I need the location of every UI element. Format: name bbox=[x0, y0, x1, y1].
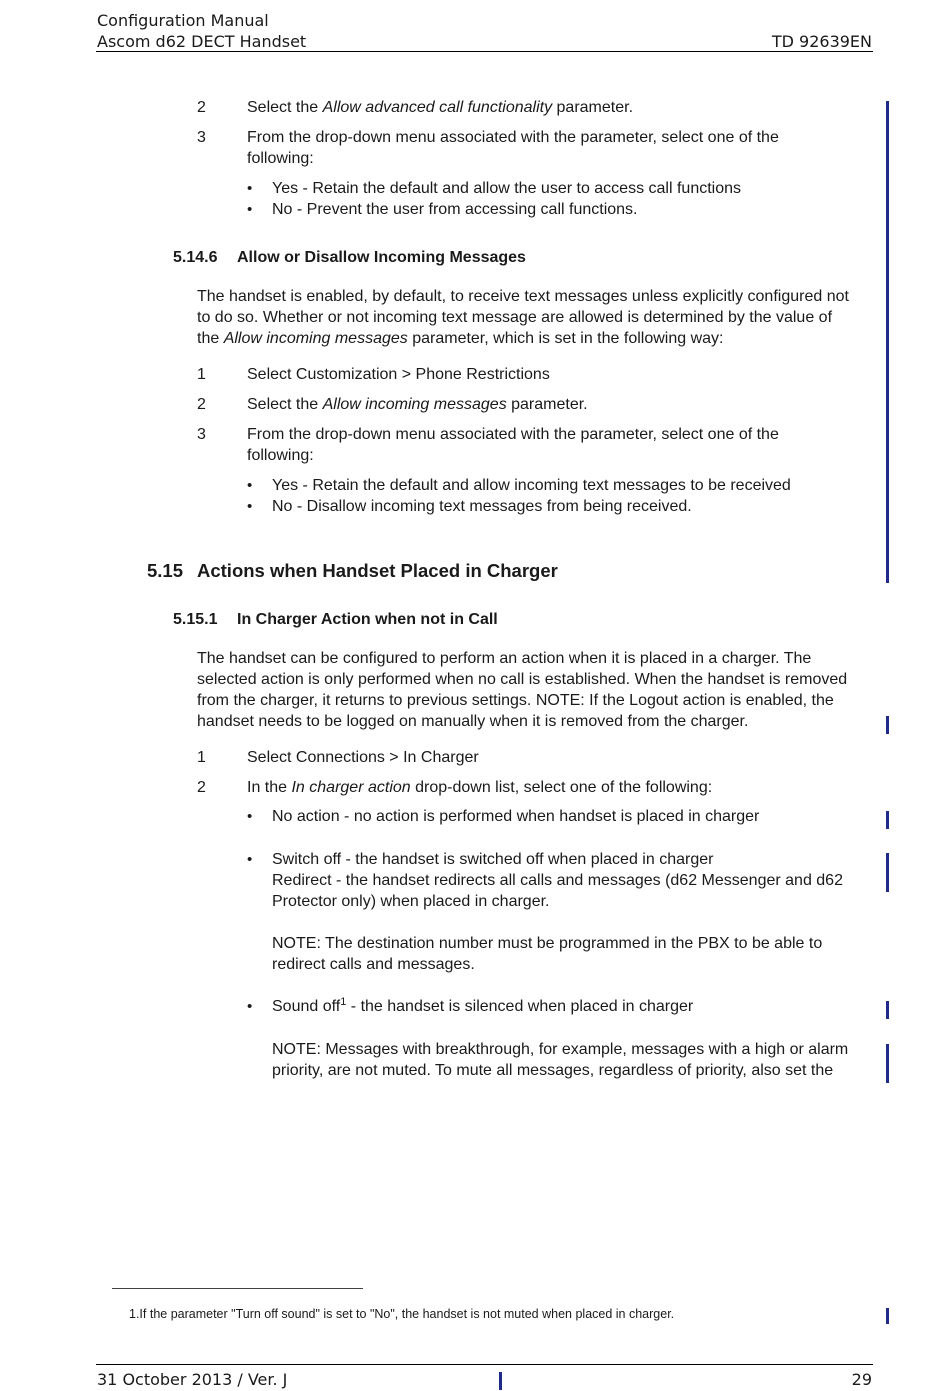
change-bar bbox=[886, 1044, 889, 1083]
note-text: redirect calls and messages. bbox=[272, 956, 475, 973]
step-text-continued: following: bbox=[247, 150, 314, 167]
step-text: Select Connections > In Charger bbox=[247, 749, 479, 766]
footnote-divider bbox=[112, 1288, 363, 1289]
bullet-marker: • bbox=[247, 477, 253, 494]
header-document-id: TD 92639EN bbox=[771, 32, 872, 51]
change-bar bbox=[886, 101, 889, 583]
page-number: 29 bbox=[851, 1370, 872, 1389]
step-text: Select Customization > Phone Restrictions bbox=[247, 366, 550, 383]
chapter-heading bbox=[147, 559, 558, 583]
bullet-text: Yes - Retain the default and allow the user to access call functions bbox=[272, 180, 742, 197]
bullet-marker: • bbox=[247, 201, 253, 218]
step-number: 2 bbox=[197, 779, 206, 796]
section-heading bbox=[173, 609, 498, 630]
step-number: 1 bbox=[197, 366, 206, 383]
section-number: 5.14.6 bbox=[173, 249, 218, 266]
section-title: Allow or Disallow Incoming Messages bbox=[237, 249, 526, 266]
step-number: 1 bbox=[197, 749, 206, 766]
paragraph-line: The handset can be configured to perform an action when it is placed in a charger. The bbox=[197, 650, 812, 667]
step-text: In the In charger action drop-down list, select one of the following: bbox=[247, 779, 713, 796]
change-bar bbox=[886, 811, 889, 829]
bullet-text: No - Disallow incoming text messages from being received. bbox=[272, 498, 692, 515]
step-text: Select the Allow advanced call functionality parameter. bbox=[247, 99, 634, 116]
change-bar bbox=[499, 1372, 502, 1390]
bullet-marker: • bbox=[247, 851, 253, 868]
paragraph-line: handset needs to be logged on manually when it is removed from the charger. bbox=[197, 713, 749, 730]
section-title: Actions when Handset Placed in Charger bbox=[197, 560, 558, 581]
step-text: From the drop-down menu associated with the parameter, select one of the bbox=[247, 426, 779, 443]
footer-date-version: 31 October 2013 / Ver. J bbox=[97, 1370, 288, 1389]
bullet-text: Yes - Retain the default and allow incoming text messages to be received bbox=[272, 477, 791, 494]
step-number: 3 bbox=[197, 426, 206, 443]
paragraph-line: the Allow incoming messages parameter, which is set in the following way: bbox=[197, 330, 724, 347]
paragraph-line: selected action is only performed when no call is established. When the handset is removed bbox=[197, 671, 848, 688]
bullet-text: No action - no action is performed when handset is placed in charger bbox=[272, 808, 760, 825]
step-text-continued: following: bbox=[247, 447, 314, 464]
paragraph-line: to do so. Whether or not incoming text message are allowed is determined by the value of bbox=[197, 309, 833, 326]
bullet-marker: • bbox=[247, 498, 253, 515]
bullet-text: Switch off - the handset is switched off when placed in charger bbox=[272, 851, 714, 868]
change-bar bbox=[886, 853, 889, 892]
bullet-marker: • bbox=[247, 808, 253, 825]
paragraph-line: from the charger, it returns to previous settings. NOTE: If the Logout action is enabled, the bbox=[197, 692, 834, 709]
bullet-text-continued: Redirect - the handset redirects all calls and messages (d62 Messenger and d62 bbox=[272, 872, 843, 889]
header-title-block bbox=[97, 10, 306, 52]
footer-divider bbox=[96, 1364, 873, 1365]
step-text: Select the Allow incoming messages parameter. bbox=[247, 396, 588, 413]
section-number: 5.15 bbox=[147, 560, 184, 581]
step-number: 3 bbox=[197, 129, 206, 146]
note-text: NOTE: Messages with breakthrough, for example, messages with a high or alarm bbox=[272, 1041, 849, 1058]
footnote: 1.If the parameter "Turn off sound" is set to "No", the handset is not muted when placed in charger. bbox=[129, 1307, 675, 1321]
bullet-text: Sound off$^1$ - the handset is silenced when placed in charger bbox=[272, 996, 694, 1015]
header-divider bbox=[96, 51, 873, 52]
change-bar bbox=[886, 716, 889, 734]
paragraph-line: The handset is enabled, by default, to receive text messages unless explicitly configured not bbox=[197, 288, 849, 305]
step-number: 2 bbox=[197, 99, 206, 116]
header-product-name: Ascom d62 DECT Handset bbox=[97, 32, 307, 51]
step-number: 2 bbox=[197, 396, 206, 413]
bullet-text-continued: Protector only) when placed in charger. bbox=[272, 893, 550, 910]
step-text: From the drop-down menu associated with the parameter, select one of the bbox=[247, 129, 779, 146]
header-manual-title: Configuration Manual bbox=[97, 11, 269, 30]
change-bar bbox=[886, 1308, 889, 1324]
section-title: In Charger Action when not in Call bbox=[237, 611, 498, 628]
change-bar bbox=[886, 1001, 889, 1019]
footnote-reference: 1 bbox=[340, 996, 347, 1008]
note-text: priority, are not muted. To mute all messages, regardless of priority, also set the bbox=[272, 1062, 834, 1079]
bullet-text: No - Prevent the user from accessing call functions. bbox=[272, 201, 638, 218]
section-heading bbox=[173, 247, 526, 268]
note-text: NOTE: The destination number must be programmed in the PBX to be able to bbox=[272, 935, 823, 952]
section-number: 5.15.1 bbox=[173, 611, 218, 628]
bullet-marker: • bbox=[247, 180, 253, 197]
bullet-marker: • bbox=[247, 998, 253, 1015]
